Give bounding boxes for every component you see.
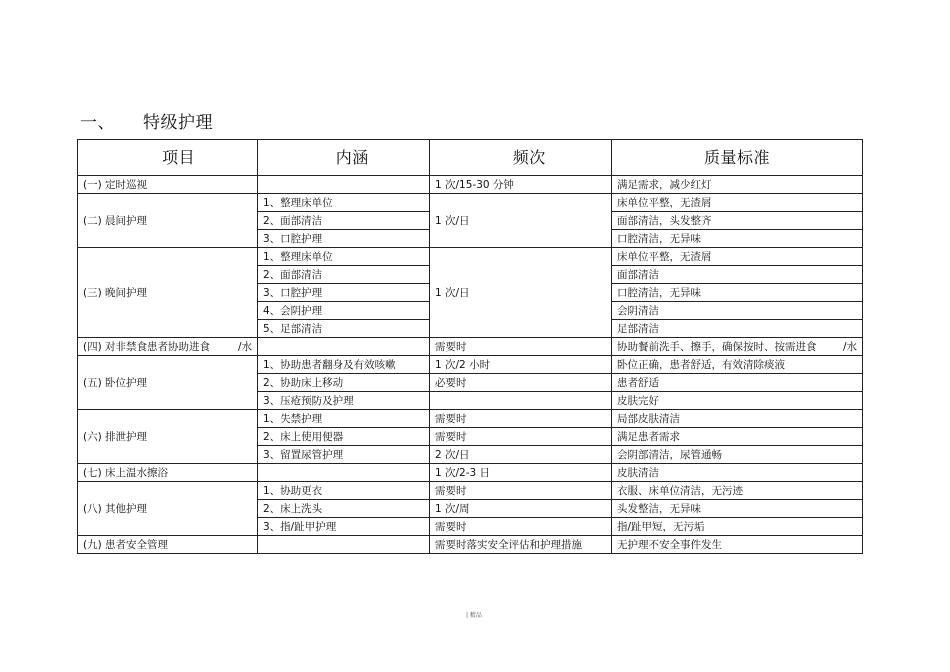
frequency-cell: 需要时 [430, 410, 612, 428]
standard-cell: 皮肤完好 [612, 392, 863, 410]
frequency-cell [430, 392, 612, 410]
table-row [78, 338, 863, 356]
header-frequency: 频次 [430, 140, 612, 176]
category-label-tail: /水 [237, 340, 252, 353]
content-cell: 2、面部清洁 [258, 266, 430, 284]
standard-cell: 面部清洁 [612, 266, 863, 284]
frequency-cell: 1 次/15-30 分钟 [430, 176, 612, 194]
standard-cell: 床单位平整，无渣屑 [612, 248, 863, 266]
frequency-cell: 1 次/2 小时 [430, 356, 612, 374]
content-cell: 1、整理床单位 [258, 194, 430, 212]
content-cell: 4、会阴护理 [258, 302, 430, 320]
table-row [78, 536, 863, 554]
content-cell [258, 176, 430, 194]
content-cell: 3、压疮预防及护理 [258, 392, 430, 410]
content-cell: 2、床上洗头 [258, 500, 430, 518]
category-cell: (五) 卧位护理 [78, 356, 258, 410]
standard-cell: 满足患者需求 [612, 428, 863, 446]
frequency-cell: 需要时 [430, 482, 612, 500]
care-table [77, 139, 863, 554]
content-cell [258, 536, 430, 554]
content-cell: 2、协助床上移动 [258, 374, 430, 392]
table-row [78, 356, 863, 374]
standard-cell: 床单位平整，无渣屑 [612, 194, 863, 212]
standard-cell: 头发整洁，无异味 [612, 500, 863, 518]
page-title [80, 108, 213, 133]
content-cell [258, 464, 430, 482]
content-cell: 3、口腔护理 [258, 284, 430, 302]
table-body [78, 176, 863, 554]
content-cell: 3、留置尿管护理 [258, 446, 430, 464]
header-item: 项目 [78, 140, 258, 176]
standard-cell: 患者舒适 [612, 374, 863, 392]
standard-cell: 衣服、床单位清洁，无污迹 [612, 482, 863, 500]
content-cell: 1、协助患者翻身及有效咳嗽 [258, 356, 430, 374]
standard-cell: 无护理不安全事件发生 [612, 536, 863, 554]
category-cell: (九) 患者安全管理 [78, 536, 258, 554]
title-number: 一、 [80, 113, 115, 133]
standard-cell [612, 338, 863, 356]
standard-cell: 会阴清洁 [612, 302, 863, 320]
table-row [78, 176, 863, 194]
standard-cell: 皮肤清洁 [612, 464, 863, 482]
category-cell: (八) 其他护理 [78, 482, 258, 536]
page-footer: | 精品 [466, 612, 482, 619]
standard-cell: 足部清洁 [612, 320, 863, 338]
header-content: 内涵 [258, 140, 430, 176]
frequency-cell: 1 次/周 [430, 500, 612, 518]
content-cell: 1、整理床单位 [258, 248, 430, 266]
table-row [78, 482, 863, 500]
content-cell: 3、口腔护理 [258, 230, 430, 248]
category-cell: (六) 排泄护理 [78, 410, 258, 464]
content-cell: 1、失禁护理 [258, 410, 430, 428]
category-cell: (一) 定时巡视 [78, 176, 258, 194]
standard-cell: 满足需求，减少红灯 [612, 176, 863, 194]
frequency-cell: 需要时 [430, 428, 612, 446]
standard-cell: 指/趾甲短，无污垢 [612, 518, 863, 536]
frequency-cell: 1 次/2-3 日 [430, 464, 612, 482]
category-label: (四) 对非禁食患者协助进食 [83, 340, 211, 353]
content-cell: 2、床上使用便器 [258, 428, 430, 446]
frequency-cell: 1 次/日 [430, 194, 612, 248]
standard-text-tail: /水 [842, 340, 857, 353]
standard-cell: 卧位正确，患者舒适，有效清除痰液 [612, 356, 863, 374]
content-cell: 1、协助更衣 [258, 482, 430, 500]
standard-cell: 口腔清洁，无异味 [612, 284, 863, 302]
standard-cell: 局部皮肤清洁 [612, 410, 863, 428]
table-header-row [78, 140, 863, 176]
category-cell: (七) 床上温水擦浴 [78, 464, 258, 482]
frequency-cell: 需要时 [430, 338, 612, 356]
table-row [78, 194, 863, 212]
table-row [78, 248, 863, 266]
standard-cell: 会阴部清洁，尿管通畅 [612, 446, 863, 464]
category-cell [78, 338, 258, 356]
category-cell: (二) 晨间护理 [78, 194, 258, 248]
standard-cell: 口腔清洁，无异味 [612, 230, 863, 248]
frequency-cell: 1 次/日 [430, 248, 612, 338]
content-cell: 5、足部清洁 [258, 320, 430, 338]
content-cell: 2、面部清洁 [258, 212, 430, 230]
frequency-cell: 需要时 [430, 518, 612, 536]
content-cell: 3、指/趾甲护理 [258, 518, 430, 536]
category-cell: (三) 晚间护理 [78, 248, 258, 338]
frequency-cell: 需要时落实安全评估和护理措施 [430, 536, 612, 554]
frequency-cell: 2 次/日 [430, 446, 612, 464]
standard-cell: 面部清洁，头发整齐 [612, 212, 863, 230]
title-text: 特级护理 [143, 113, 213, 133]
header-standard: 质量标准 [612, 140, 863, 176]
table-row [78, 464, 863, 482]
frequency-cell: 必要时 [430, 374, 612, 392]
content-cell [258, 338, 430, 356]
table-row [78, 410, 863, 428]
standard-text: 协助餐前洗手、擦手，确保按时、按需进食 [617, 340, 817, 353]
